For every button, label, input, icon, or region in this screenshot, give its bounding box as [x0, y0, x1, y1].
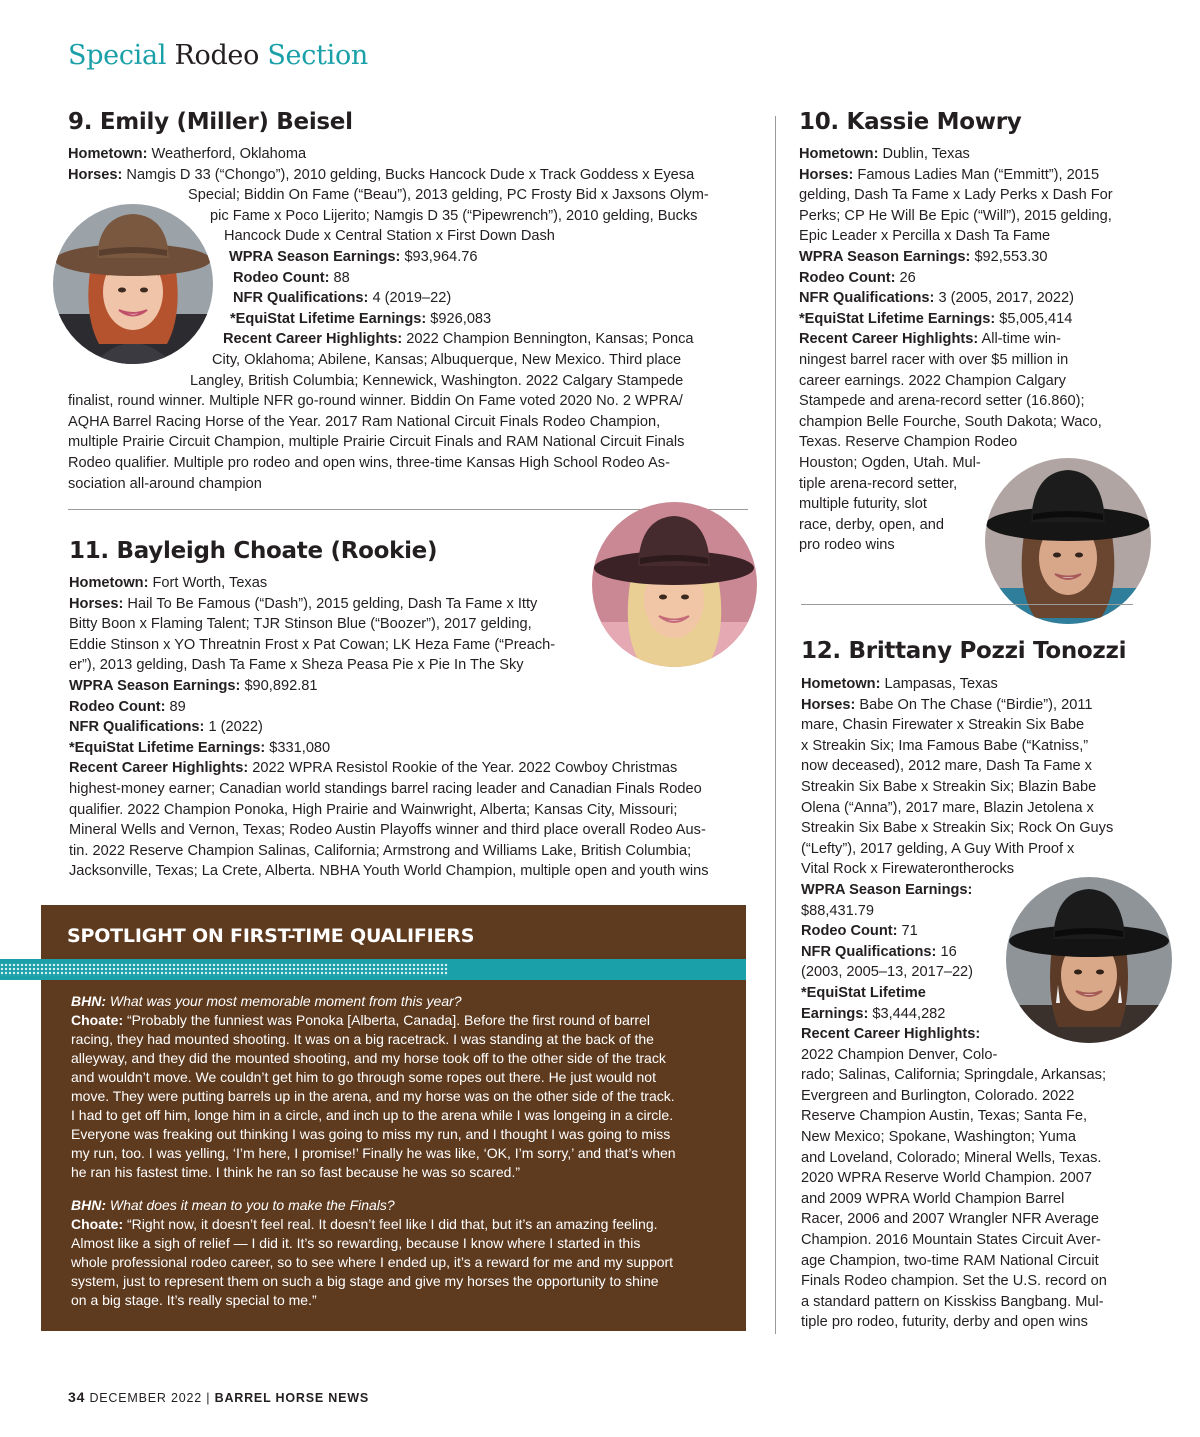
brittany-horses-text: Streakin Six Babe x Streakin Six; Rock On Guys — [801, 820, 1114, 837]
bayleigh-season-line — [69, 676, 709, 697]
answer-text: and wouldn’t move. We couldn’t get him to go through some ropes out there. He just would not — [71, 1069, 656, 1085]
page-footer — [68, 1389, 369, 1405]
horses-label: Horses: — [68, 166, 123, 183]
spotlight-interview — [71, 992, 731, 1310]
bayleigh-highlights-text: tin. 2022 Reserve Champion Salinas, California; Armstrong and Williams Lake, British Columbia; — [69, 842, 692, 859]
section-header-special: Special — [68, 40, 167, 71]
equistat-label: *EquiStat Lifetime Earnings: — [230, 310, 427, 327]
answer-text: my run, too. I was yelling, ‘I’m here, I promise!’ Finally he was like, ‘OK, I’m sorry,’ and that’s when — [71, 1145, 676, 1161]
kassie-hometown-line — [799, 144, 1113, 165]
bayleigh-nfr: 1 (2022) — [208, 719, 263, 736]
emily-hometown: Weatherford, Oklahoma — [151, 146, 307, 162]
bayleigh-equistat: $331,080 — [269, 739, 331, 756]
kassie-highlights-text: champion Belle Fourche, South Dakota; Waco, — [799, 413, 1102, 430]
brittany-highlights-text: Reserve Champion Austin, Texas; Santa Fe, — [801, 1108, 1088, 1125]
highlights-label: Recent Career Highlights: — [69, 760, 249, 777]
brittany-nfr-years: (2003, 2005–13, 2017–22) — [801, 964, 974, 981]
interview-answer — [71, 1215, 731, 1234]
brittany-hometown-line — [801, 674, 1113, 695]
brittany-horses-text: now deceased), 2012 mare, Dash Ta Fame x — [801, 758, 1092, 775]
emily-highlights-text: AQHA Barrel Racing Horse of the Year. 2017 Ram National Circuit Finals Rodeo Champion, — [68, 413, 661, 430]
rider-name-bayleigh: 11. Bayleigh Choate (Rookie) — [69, 538, 438, 564]
horses-label: Horses: — [69, 595, 124, 612]
season-label: WPRA Season Earnings: — [801, 881, 973, 898]
emily-horses-text: Special; Biddin On Fame (“Beau”), 2013 gelding, PC Frosty Bid x Jaxsons Olym- — [188, 187, 709, 204]
kassie-horses-text: Epic Leader x Percilla x Dash Ta Fame — [799, 228, 1051, 245]
emily-rodeo-count: 88 — [333, 269, 350, 286]
kassie-hometown: Dublin, Texas — [882, 146, 970, 162]
column-divider — [775, 116, 776, 1334]
brittany-highlights-text: Evergreen and Burlington, Colorado. 2022 — [801, 1087, 1075, 1104]
brittany-nfr: 16 — [940, 943, 957, 960]
question-label: BHN: — [71, 993, 106, 1009]
kassie-highlights-text: Texas. Reserve Champion Rodeo — [799, 434, 1018, 451]
kassie-highlights-text: race, derby, open, and — [799, 516, 944, 533]
bayleigh-highlights-text: 2022 WPRA Resistol Rookie of the Year. 2022 Cowboy Christmas — [252, 760, 678, 777]
footer-separator: | — [206, 1391, 211, 1405]
rider-name-brittany: 12. Brittany Pozzi Tonozzi — [801, 638, 1127, 664]
emily-highlights-text: multiple Prairie Circuit Champion, multiple Prairie Circuit Finals and RAM National Circuit Finals — [68, 434, 685, 451]
brittany-hometown: Lampasas, Texas — [884, 676, 998, 692]
brittany-highlights-text: 2020 WPRA Reserve World Champion. 2007 — [801, 1170, 1092, 1187]
bayleigh-equistat-line — [69, 738, 709, 759]
brittany-highlights-text: and Loveland, Colorado; Mineral Wells, Texas. — [801, 1149, 1102, 1166]
answer-text: whole professional rodeo career, so to see where I ended up, it’s a reward for me and my support — [71, 1254, 674, 1270]
bayleigh-highlights-text: Jacksonville, Texas; La Crete, Alberta. NBHA Youth World Champion, multiple open and youth wins — [69, 863, 709, 880]
spotlight-box — [41, 905, 746, 1331]
nfr-label: NFR Qualifications: — [69, 719, 205, 736]
nfr-label: NFR Qualifications: — [233, 290, 369, 307]
answer-text: alleyway, and they did the mounted shooting, and my horse took off to the other side of the track — [71, 1050, 666, 1066]
kassie-highlights-text: pro rodeo wins — [799, 537, 895, 554]
highlights-label: Recent Career Highlights: — [799, 331, 979, 348]
kassie-equistat: $5,005,414 — [999, 310, 1073, 327]
section-header — [68, 40, 368, 71]
bayleigh-horses-text: Hail To Be Famous (“Dash”), 2015 gelding, Dash Ta Fame x Itty — [127, 595, 538, 612]
answer-label: Choate: — [71, 1216, 124, 1232]
hometown-label: Hometown: — [69, 575, 149, 591]
kassie-highlights-text: ningest barrel racer with over $5 million in — [799, 351, 1069, 368]
answer-text: system, just to represent them on such a big stage and give my horses the opportunity to shine — [71, 1273, 659, 1289]
kassie-highlights-text: Stampede and arena-record setter (16.860); — [799, 393, 1085, 410]
bayleigh-season-earnings: $90,892.81 — [244, 677, 318, 694]
kassie-highlights-text: multiple futurity, slot — [799, 496, 927, 513]
brittany-highlights-text: New Mexico; Spokane, Washington; Yuma — [801, 1129, 1076, 1146]
equistat-label: *EquiStat Lifetime — [801, 984, 926, 1001]
magazine-name: BARREL HORSE NEWS — [214, 1391, 369, 1405]
emily-highlights-text: sociation all-around champion — [68, 475, 262, 492]
bayleigh-highlights-line — [69, 758, 709, 779]
section-divider — [801, 604, 1133, 605]
season-label: WPRA Season Earnings: — [799, 248, 971, 265]
equistat-label: *EquiStat Lifetime Earnings: — [799, 310, 996, 327]
brittany-highlights-text: Finals Rodeo champion. Set the U.S. record on — [801, 1273, 1107, 1290]
answer-text: on a big stage. It’s really special to me.” — [71, 1292, 317, 1308]
answer-text: move. They were putting barrels up in the arena, and my horse was on the other side of the track. — [71, 1088, 675, 1104]
emily-highlights-text: Langley, British Columbia; Kennewick, Washington. 2022 Calgary Stampede — [190, 372, 684, 389]
emily-highlights-text: City, Oklahoma; Abilene, Kansas; Albuquerque, New Mexico. Third place — [212, 351, 682, 368]
kassie-horses-text: gelding, Dash Ta Fame x Lady Perks x Dash For — [799, 187, 1113, 204]
answer-label: Choate: — [71, 1012, 124, 1028]
brittany-portrait-photo — [1006, 877, 1172, 1043]
brittany-horses-text: x Streakin Six; Ima Famous Babe (“Katniss,” — [801, 737, 1089, 754]
hometown-label: Hometown: — [799, 146, 879, 162]
interview-answer — [71, 1011, 731, 1030]
section-header-section: Section — [267, 40, 368, 71]
nfr-label: NFR Qualifications: — [801, 943, 937, 960]
kassie-rodeo-count-line — [799, 268, 1113, 289]
brittany-horses-line — [801, 695, 1113, 716]
bayleigh-horses-text: er”), 2013 gelding, Dash Ta Fame x Sheza Peasa Pie x Pie In The Sky — [69, 657, 524, 674]
kassie-highlights-text: Houston; Ogden, Utah. Mul- — [799, 454, 981, 471]
kassie-highlights-text: career earnings. 2022 Champion Calgary — [799, 372, 1066, 389]
brittany-highlights-text: 2022 Champion Denver, Colo- — [801, 1046, 998, 1063]
kassie-nfr: 3 (2005, 2017, 2022) — [938, 290, 1074, 307]
brittany-highlights-text: and 2009 WPRA World Champion Barrel — [801, 1190, 1065, 1207]
highlights-label: Recent Career Highlights: — [223, 331, 403, 348]
emily-highlights-text: 2022 Champion Bennington, Kansas; Ponca — [406, 331, 694, 348]
brittany-highlights-text: Champion. 2016 Mountain States Circuit Aver- — [801, 1232, 1101, 1249]
kassie-highlights-text: All-time win- — [981, 331, 1061, 348]
brittany-equistat: $3,444,282 — [872, 1005, 946, 1022]
answer-text: I had to get off him, longe him in a circle, and inch up to the arena while I was longeing in a circle. — [71, 1107, 674, 1123]
kassie-rodeo-count: 26 — [899, 269, 916, 286]
bayleigh-nfr-line — [69, 717, 709, 738]
brittany-horses-text: Streakin Six Babe x Streakin Six; Blazin Babe — [801, 778, 1097, 795]
equistat-label: Earnings: — [801, 1005, 869, 1022]
season-label: WPRA Season Earnings: — [229, 248, 401, 265]
emily-highlights-text: finalist, round winner. Multiple NFR go-round winner. Biddin On Fame voted 2020 No. 2 WPRA/ — [68, 393, 683, 410]
emily-horses-text: pic Fame x Poco Lijerito; Namgis D 35 (“Pipewrench”), 2010 gelding, Bucks — [210, 207, 698, 224]
kassie-equistat-line — [799, 309, 1113, 330]
page-number: 34 — [68, 1389, 86, 1405]
emily-nfr: 4 (2019–22) — [372, 290, 452, 307]
answer-text: Everyone was freaking out thinking I was going to miss my run, and I thought I was going to miss — [71, 1126, 671, 1142]
brittany-highlights-text: a standard pattern on Kisskiss Bangbang. Mul- — [801, 1293, 1104, 1310]
bayleigh-horses-line — [69, 594, 709, 615]
emily-season-earnings: $93,964.76 — [404, 248, 478, 265]
horses-label: Horses: — [799, 166, 854, 183]
rodeo-count-label: Rodeo Count: — [799, 269, 896, 286]
emily-horses-text: Namgis D 33 (“Chongo”), 2010 gelding, Bucks Hancock Dude x Track Goddess x Eyesa — [126, 166, 695, 183]
brittany-horses-text: (“Lefty”), 2017 gelding, A Guy With Proof x — [801, 840, 1075, 857]
highlights-label: Recent Career Highlights: — [801, 1026, 981, 1043]
brittany-highlights-text: tiple pro rodeo, futurity, derby and open wins — [801, 1314, 1088, 1331]
horses-label: Horses: — [801, 696, 856, 713]
emily-horses-text: Hancock Dude x Central Station x First Down Dash — [224, 228, 555, 245]
rodeo-count-label: Rodeo Count: — [233, 269, 330, 286]
hometown-label: Hometown: — [801, 676, 881, 692]
spotlight-title: SPOTLIGHT ON FIRST-TIME QUALIFIERS — [67, 925, 475, 947]
bayleigh-rodeo-count: 89 — [169, 698, 186, 715]
question-label: BHN: — [71, 1197, 106, 1213]
brittany-horses-text: Vital Rock x Firewaterontherocks — [801, 861, 1015, 878]
kassie-season-line — [799, 247, 1113, 268]
bayleigh-highlights-text: qualifier. 2022 Champion Ponoka, High Prairie and Wainwright, Alberta; Kansas City, Missouri; — [69, 801, 678, 818]
kassie-highlights-line — [799, 329, 1113, 350]
kassie-horses-line — [799, 165, 1113, 186]
kassie-highlights-text: tiple arena-record setter, — [799, 475, 958, 492]
interview-question — [71, 1196, 731, 1215]
emily-portrait-photo — [53, 204, 213, 364]
emily-highlights-text: Rodeo qualifier. Multiple pro rodeo and open wins, three-time Kansas High School Rodeo As- — [68, 454, 670, 471]
rider-name-kassie: 10. Kassie Mowry — [799, 109, 1022, 135]
emily-horses-line — [68, 165, 709, 186]
bayleigh-hometown-line — [69, 573, 709, 594]
brittany-highlights-text: Racer, 2006 and 2007 Wrangler NFR Average — [801, 1211, 1100, 1228]
bayleigh-highlights-text: highest-money earner; Canadian world standings barrel racing leader and Canadian Finals Rodeo — [69, 780, 702, 797]
brittany-horses-text: Babe On The Chase (“Birdie”), 2011 — [859, 696, 1093, 713]
rider-name-emily: 9. Emily (Miller) Beisel — [68, 109, 353, 135]
answer-text: “Probably the funniest was Ponoka [Alberta, Canada]. Before the first round of barrel — [127, 1012, 650, 1028]
dotted-pattern — [0, 963, 448, 976]
issue-date: DECEMBER 2022 — [89, 1391, 202, 1405]
answer-text: “Right now, it doesn’t feel real. It doesn’t feel like I did that, but it’s an amazing feeling. — [127, 1216, 658, 1232]
brittany-season-earnings: $88,431.79 — [801, 902, 875, 919]
hometown-label: Hometown: — [68, 146, 148, 162]
bayleigh-hometown: Fort Worth, Texas — [152, 575, 268, 591]
season-label: WPRA Season Earnings: — [69, 677, 241, 694]
equistat-label: *EquiStat Lifetime Earnings: — [69, 739, 266, 756]
kassie-horses-text: Famous Ladies Man (“Emmitt”), 2015 — [857, 166, 1100, 183]
emily-equistat: $926,083 — [430, 310, 492, 327]
kassie-portrait-photo — [985, 458, 1151, 624]
bayleigh-horses-text: Bitty Boon x Flaming Talent; TJR Stinson Blue (“Boozer”), 2017 gelding, — [69, 616, 532, 633]
question-text: What does it mean to you to make the Finals? — [109, 1197, 395, 1213]
bayleigh-highlights-text: Mineral Wells and Vernon, Texas; Rodeo Austin Playoffs winner and third place overall Rodeo Aus- — [69, 822, 706, 839]
brittany-rodeo-count: 71 — [901, 923, 918, 940]
answer-text: Almost like a sigh of relief — I did it. It’s so rewarding, because I know where I started in this — [71, 1235, 641, 1251]
emily-hometown-line — [68, 144, 709, 165]
rodeo-count-label: Rodeo Count: — [801, 923, 898, 940]
question-text: What was your most memorable moment from this year? — [109, 993, 462, 1009]
rodeo-count-label: Rodeo Count: — [69, 698, 166, 715]
spotlight-accent-bar — [0, 959, 746, 980]
section-header-rodeo: Rodeo — [174, 40, 260, 71]
brittany-horses-text: Olena (“Anna”), 2017 mare, Blazin Jetolena x — [801, 799, 1094, 816]
kassie-horses-text: Perks; CP He Will Be Epic (“Will”), 2015 gelding, — [799, 207, 1112, 224]
bayleigh-info — [69, 573, 709, 882]
bayleigh-rodeo-count-line — [69, 697, 709, 718]
kassie-season-earnings: $92,553.30 — [974, 248, 1048, 265]
brittany-horses-text: mare, Chasin Firewater x Streakin Six Babe — [801, 717, 1085, 734]
nfr-label: NFR Qualifications: — [799, 290, 935, 307]
answer-text: he ran his fastest time. I think he ran so fast because he was so scared.” — [71, 1164, 521, 1180]
bayleigh-horses-text: Eddie Stinson x YO Threatnin Frost x Pat Cowan; LK Heza Fame (“Preach- — [69, 636, 556, 653]
brittany-highlights-text: age Champion, two-time RAM National Circuit — [801, 1252, 1099, 1269]
answer-text: racing, they had mounted shooting. It was on a big racetrack. I was standing at the back of the — [71, 1031, 654, 1047]
brittany-highlights-text: rado; Salinas, California; Springdale, Arkansas; — [801, 1067, 1107, 1084]
kassie-nfr-line — [799, 288, 1113, 309]
interview-question — [71, 992, 731, 1011]
